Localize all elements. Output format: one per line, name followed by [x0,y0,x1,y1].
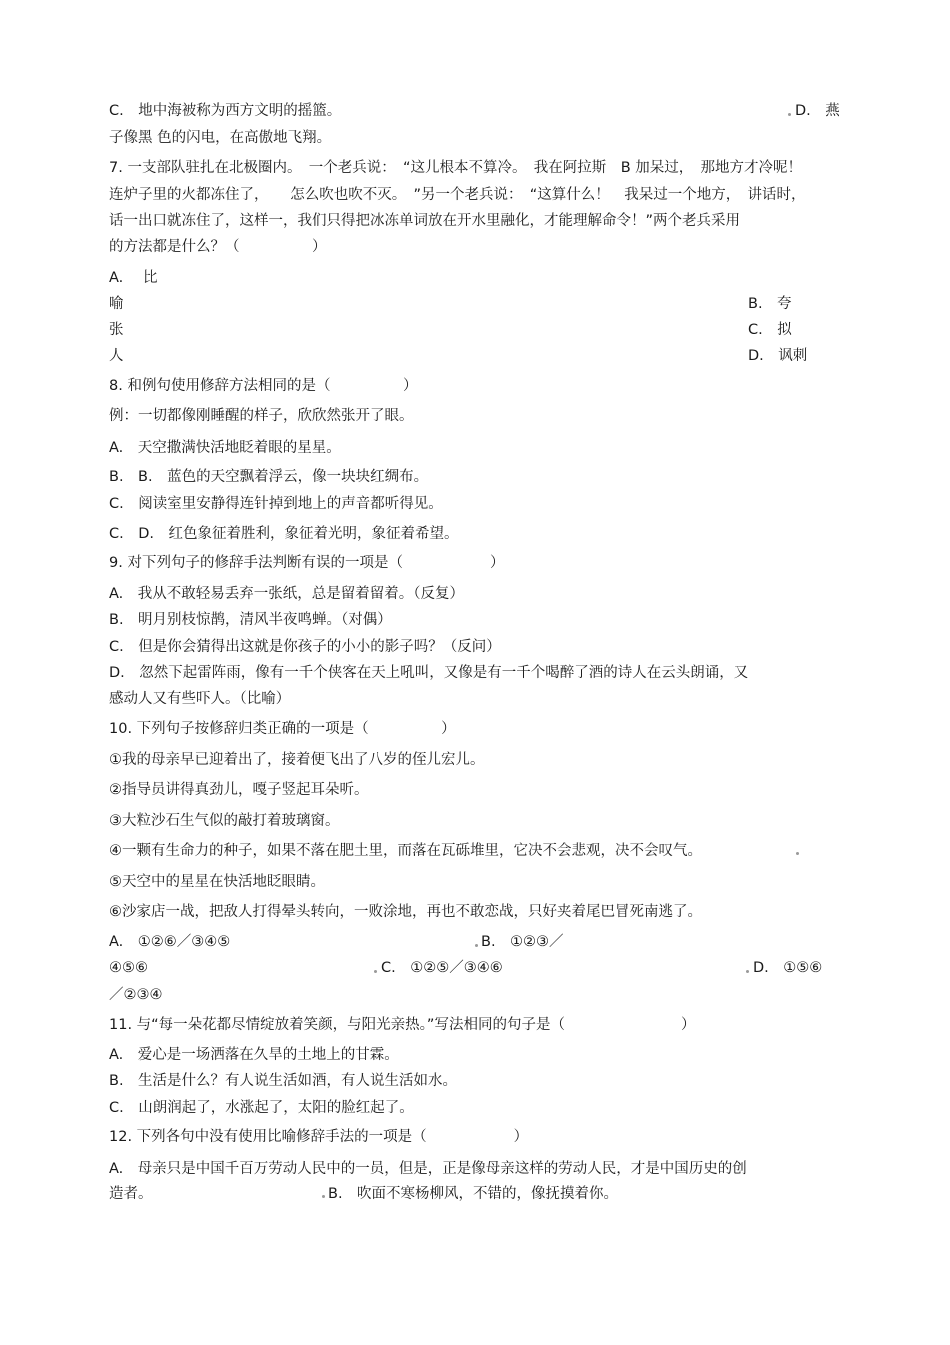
q8-example: 例：一切都像刚睡醒的样子，欣欣然张开了眼。 [109,408,414,424]
q10-option-d-continuation: ／②③④ [109,987,163,1003]
scan-speck [322,1195,325,1198]
q10-option-b: B. ①②③／ [481,934,564,950]
q8-option-c: C. 阅读室里安静得连针掉到地上的声音都听得见。 [109,496,443,512]
q10-option-a: A. ①②⑥／③④⑤ [109,934,231,950]
q7-option-a-char-4: 人 [109,348,124,364]
q11-stem: 11. 与“每一朵花都尽情绽放着笑颜，与阳光亲热。”写法相同的句子是（ ） [109,1017,696,1033]
scan-speck [374,970,377,973]
q10-option-b-continuation: ④⑤⑥ [109,960,148,976]
q9-option-a: A. 我从不敢轻易丢弃一张纸，总是留着留着。（反复） [109,586,465,602]
option-d-continuation: 子像黑 色的闪电，在高傲地飞翔。 [109,130,332,146]
q9-option-c: C. 但是你会猜得出这就是你孩子的小小的影子吗？（反问） [109,639,501,655]
q10-sentence-2: ②指导员讲得真劲儿，嘎子竖起耳朵听。 [109,782,369,798]
q12-option-b: B. 吹面不寒杨柳风，不错的，像抚摸着你。 [328,1186,619,1202]
q7-option-d: D. 讽刺 [748,348,808,364]
q9-stem: 9. 对下列句子的修辞手法判断有误的一项是（ ） [109,555,505,571]
q11-option-c: C. 山朗润起了，水涨起了，太阳的脸红起了。 [109,1100,414,1116]
q7-stem-line-4: 的方法都是什么？（ ） [109,239,327,255]
scan-speck [475,944,478,947]
scan-speck [788,113,791,116]
q7-option-a-char-2: 喻 [109,296,124,312]
q11-option-b: B. 生活是什么？有人说生活如酒，有人说生活如水。 [109,1073,458,1089]
q10-sentence-1: ①我的母亲早已迎着出了，接着便飞出了八岁的侄儿宏儿。 [109,752,485,768]
q7-option-a-label: A. [109,270,124,286]
q9-option-b: B. 明月别枝惊鹊，清风半夜鸣蝉。（对偶） [109,612,392,628]
q8-option-d: C. D. 红色象征着胜利，象征着光明，象征着希望。 [109,526,459,542]
q12-stem: 12. 下列各句中没有使用比喻修辞手法的一项是（ ） [109,1129,529,1145]
q7-option-a-char-1: 比 [143,270,158,286]
q10-sentence-6: ⑥沙家店一战，把敌人打得晕头转向，一败涂地，再也不敢恋战，只好夹着尾巴冒死南逃了。 [109,904,702,920]
q9-option-d-line-2: 感动人又有些吓人。（比喻） [109,691,291,707]
option-c: C. 地中海被称为西方文明的摇篮。 [109,103,342,119]
scan-speck [796,852,799,855]
q10-stem: 10. 下列句子按修辞归类正确的一项是（ ） [109,721,456,737]
q7-stem-line-3: 话一出口就冻住了，这样一，我们只得把冰冻单词放在开水里融化，才能理解命令！”两个老兵采用 [109,213,741,229]
q12-option-a-line-1: A. 母亲只是中国千百万劳动人民中的一员，但是，正是像母亲这样的劳动人民，才是中国历史的创 [109,1161,747,1177]
option-d: D. 燕 [795,103,840,119]
q10-option-c: C. ①②⑤／③④⑥ [381,960,503,976]
q10-sentence-4: ④一颗有生命力的种子，如果不落在肥土里，而落在瓦砾堆里，它决不会悲观，决不会叹气。 [109,843,702,859]
q10-sentence-3: ③大粒沙石生气似的敲打着玻璃窗。 [109,813,340,829]
scan-speck [746,970,749,973]
q10-sentence-5: ⑤天空中的星星在快活地眨眼睛。 [109,874,325,890]
q10-option-d: D. ①⑤⑥ [753,960,823,976]
q7-stem-line-1: 7. 一支部队驻扎在北极圈内。 一个老兵说： “这儿根本不算冷。 我在阿拉斯 B 加呆过， 那地方才冷呢！ [109,160,803,176]
q7-stem-line-2: 连炉子里的火都冻住了， 怎么吹也吹不灭。 ”另一个老兵说： “这算什么！ 我呆过一个地方， 讲话时， [109,187,806,203]
q7-option-a-char-3: 张 [109,322,124,338]
q8-stem: 8. 和例句使用修辞方法相同的是（ ） [109,378,418,394]
q7-option-b: B. 夸 [748,296,792,312]
q8-option-a: A. 天空撒满快活地眨着眼的星星。 [109,440,341,456]
q12-option-a-line-2: 造者。 [109,1186,153,1202]
q11-option-a: A. 爱心是一场洒落在久旱的土地上的甘霖。 [109,1047,399,1063]
q8-option-b: B. B. 蓝色的天空飘着浮云，像一块块红绸布。 [109,469,429,485]
q7-option-c: C. 拟 [748,322,792,338]
q9-option-d-line-1: D. 忽然下起雷阵雨，像有一千个侠客在天上吼叫，又像是有一千个喝醉了酒的诗人在云头朗诵，又 [109,665,749,681]
